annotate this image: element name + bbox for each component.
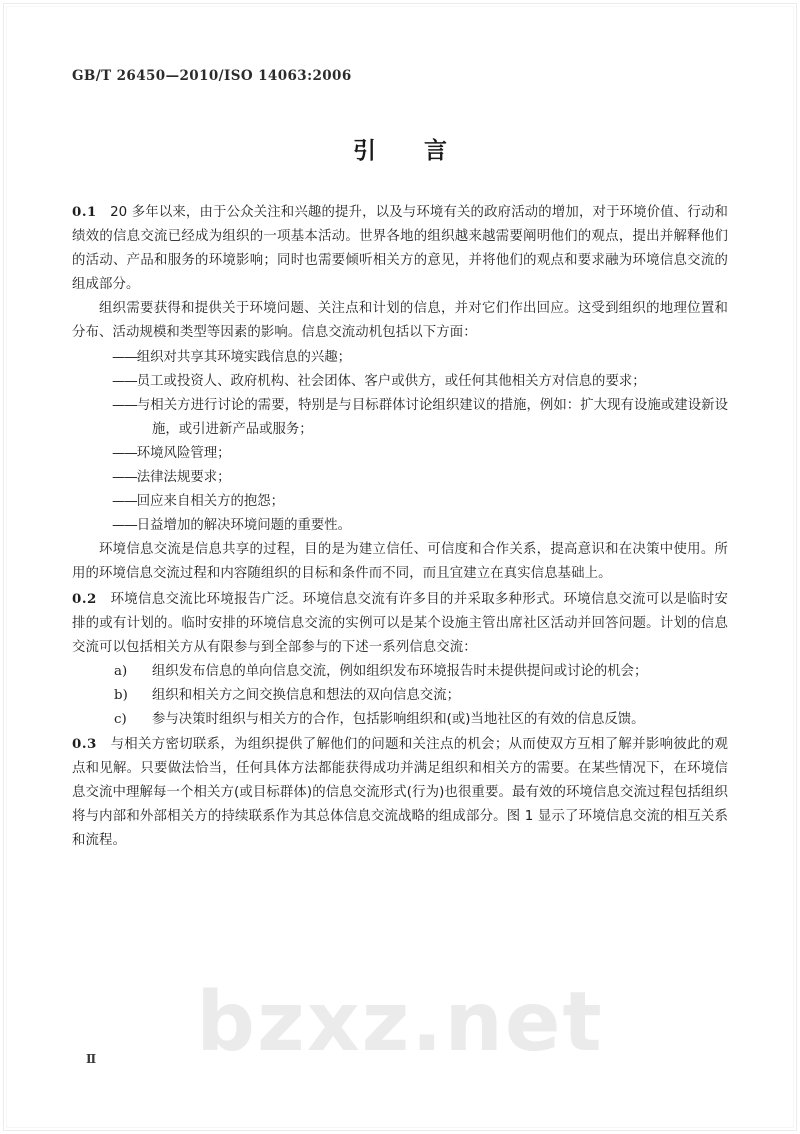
document-body [72,200,728,854]
list-item-label: 回应来自相关方的抱怨； [136,494,285,510]
list-item-label: 组织发布信息的单向信息交流，例如组织发布环境报告时未提供提问或讨论的机会； [152,663,648,679]
communication-alpha-list [72,660,728,732]
clause-0-3-text-1: 与相关方密切联系，为组织提供了解他们的问题和关注点的机会；从而使双方互相了解并影响彼此的观点和见解。只要做法恰当，任何具体方法都能获得成功并满足组织和相关方的需要。在某些情况下，在环境信息交流中理解每一个相关方(或目标群体)的信息交流形式(行为)也很重要。最有效的环境信息交流过程包括组织将与内部和外部相关方的持续联系作为其总体信息交流战略的组成部分。图 1 显示了环境信息交流的相互关系和流程。 [72,737,728,849]
page-title: 引 言 [352,138,467,164]
clause-0-2-number: 0.2 [72,590,97,607]
list-item [114,684,728,708]
list-item-label: 组织对共享其环境实践信息的兴趣； [136,349,352,365]
em-dash-marker: —— [112,445,137,461]
list-item-label: 员工或投资人、政府机构、社会团体、客户或供方，或任何其他相关方对信息的要求； [136,373,646,389]
clause-0-3-paragraph-1 [72,732,728,853]
clause-0-1-number: 0.1 [72,204,97,220]
list-item [114,708,728,732]
list-item-label: 组织和相关方之间交换信息和想法的双向信息交流； [152,687,460,703]
list-item [112,394,728,442]
motivation-dash-list [72,346,728,539]
clause-0-3-number: 0.3 [72,736,97,753]
list-item-label: 法律法规要求； [136,470,231,486]
clause-0-1-paragraph-2: 组织需要获得和提供关于环境问题、关注点和计划的信息，并对它们作出回应。这受到组织的地理位置和分布、活动规模和类型等因素的影响。信息交流动机包括以下方面： [72,301,728,341]
list-item-label: 环境风险管理； [136,445,231,461]
list-item-label: 与相关方进行讨论的需要，特别是与目标群体讨论组织建议的措施，例如：扩大现有设施或建设新设施，或引进新产品或服务； [136,397,728,437]
list-item [112,490,728,514]
list-item [114,660,728,684]
em-dash-marker: —— [112,373,137,389]
em-dash-marker: —— [112,349,137,365]
list-item-label: 日益增加的解决环境问题的重要性。 [136,518,352,534]
clause-0-2-text-1: 环境信息交流比环境报告广泛。环境信息交流有许多目的并采取多种形式。环境信息交流可以是临时安排的或有计划的。临时安排的环境信息交流的实例可以是某个设施主管出席社区活动并回答问题。计划的信息交流可以包括相关方从有限参与到全部参与的下述一系列信息交流： [72,591,728,655]
clause-0-1-text-1: 20 多年以来，由于公众关注和兴趣的提升，以及与环境有关的政府活动的增加，对于环境价值、行动和绩效的信息交流已经成为组织的一项基本活动。世界各地的组织越来越需要阐明他们的观点，提出并解释他们的活动、产品和服务的环境影响；同时也需要倾听相关方的意见，并将他们的观点和要求融为环境信息交流的组成部分。 [72,205,728,293]
list-item [112,346,728,370]
clause-0-1-paragraph-1 [72,200,728,297]
clause-0-1-paragraph-3: 环境信息交流是信息共享的过程，目的是为建立信任、可信度和合作关系，提高意识和在决策中使用。所用的环境信息交流过程和内容随组织的目标和条件而不同，而且宜建立在真实信息基础上。 [72,542,728,582]
list-item-label: 参与决策时组织与相关方的合作，包括影响组织和(或)当地社区的有效的信息反馈。 [152,711,645,727]
list-item [112,442,728,466]
list-item [112,466,728,490]
list-item-marker: a) [114,663,128,679]
em-dash-marker: —— [112,494,137,510]
watermark: bzxz.net [196,975,604,1070]
list-item-marker: c) [114,711,127,727]
list-item-marker: b) [114,687,128,703]
em-dash-marker: —— [112,470,137,486]
clause-0-2-paragraph-1 [72,587,728,660]
list-item [112,370,728,394]
running-header-standard-id: GB/T 26450—2010/ISO 14063:2006 [72,68,352,84]
list-item [112,514,728,538]
em-dash-marker: —— [112,518,137,534]
page-number: Ⅱ [86,1052,97,1066]
em-dash-marker: —— [112,397,137,413]
